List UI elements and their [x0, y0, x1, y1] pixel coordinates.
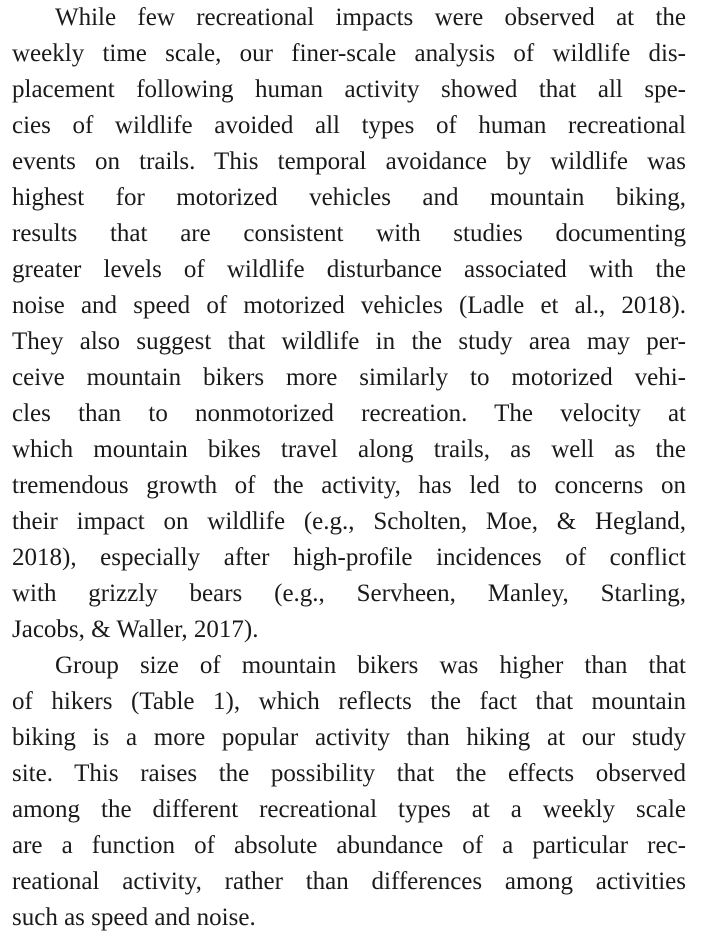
text-line: cies of wildlife avoided all types of human recreational — [12, 112, 686, 139]
text-line: Jacobs, & Waller, 2017). — [12, 616, 259, 643]
text-line: such as speed and noise. — [12, 904, 256, 931]
text-line: events on trails. This temporal avoidance by wildlife was — [12, 148, 686, 175]
text-line: site. This raises the possibility that the effects observed — [12, 760, 686, 787]
text-line: of hikers (Table 1), which reflects the fact that mountain — [12, 688, 686, 715]
document-page — [12, 0, 686, 938]
text-line: are a function of absolute abundance of a particular rec- — [12, 832, 686, 859]
text-line: noise and speed of motorized vehicles (Ladle et al., 2018). — [12, 292, 686, 319]
text-line: cles than to nonmotorized recreation. The velocity at — [12, 400, 686, 427]
text-line: Group size of mountain bikers was higher than that — [55, 652, 686, 679]
text-line: ceive mountain bikers more similarly to motorized vehi- — [12, 364, 686, 391]
text-line: greater levels of wildlife disturbance associated with the — [12, 256, 686, 283]
text-line: tremendous growth of the activity, has led to concerns on — [12, 472, 686, 499]
text-line: placement following human activity showed that all spe- — [12, 76, 686, 103]
text-line: which mountain bikes travel along trails, as well as the — [12, 436, 686, 463]
text-line: with grizzly bears (e.g., Servheen, Manley, Starling, — [12, 580, 686, 607]
text-line: weekly time scale, our finer-scale analysis of wildlife dis- — [12, 40, 686, 67]
text-line: 2018), especially after high-profile incidences of conflict — [12, 544, 686, 571]
text-line: among the different recreational types at a weekly scale — [12, 796, 686, 823]
text-line: results that are consistent with studies documenting — [12, 220, 686, 247]
text-line: While few recreational impacts were observed at the — [55, 4, 686, 31]
text-line: their impact on wildlife (e.g., Scholten, Moe, & Hegland, — [12, 508, 686, 535]
text-line: They also suggest that wildlife in the study area may per- — [12, 328, 686, 355]
text-line: highest for motorized vehicles and mountain biking, — [12, 184, 686, 211]
text-line: reational activity, rather than differences among activities — [12, 868, 686, 895]
text-line: biking is a more popular activity than hiking at our study — [12, 724, 686, 751]
